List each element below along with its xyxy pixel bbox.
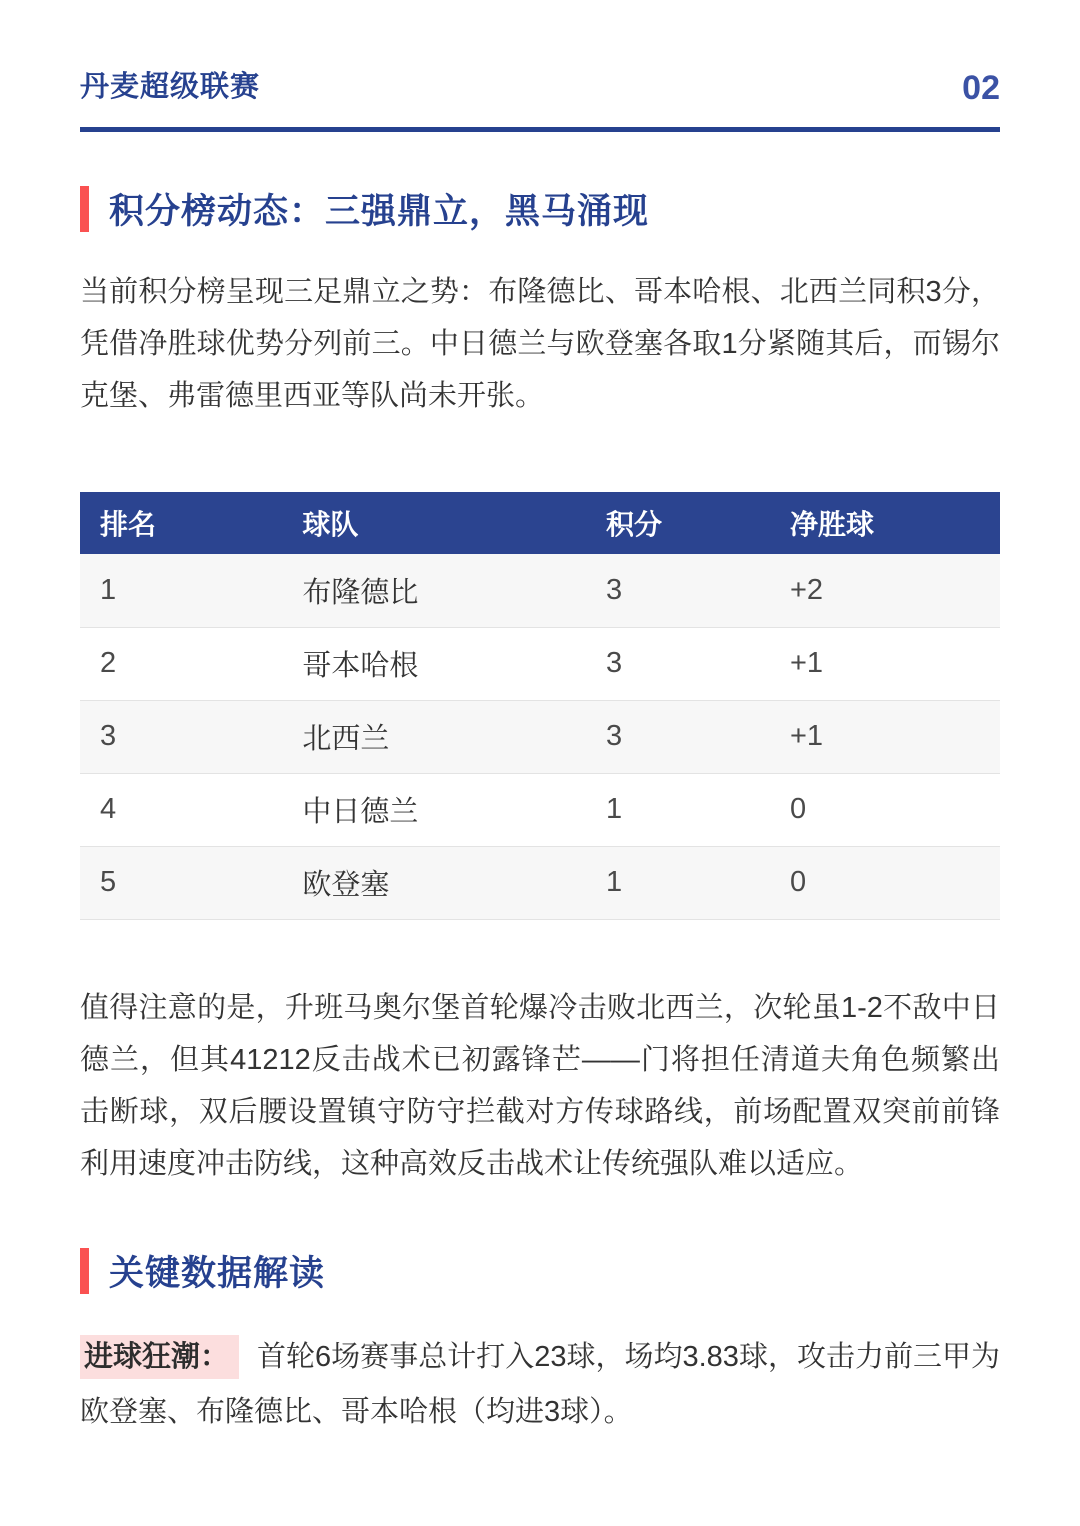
table-row xyxy=(80,773,1000,846)
table-row xyxy=(80,846,1000,919)
cell-goal-diff: +2 xyxy=(770,554,1000,627)
table-row xyxy=(80,627,1000,700)
goal-frenzy-label: 进球狂潮： xyxy=(80,1335,239,1379)
analysis-paragraph: 值得注意的是，升班马奥尔堡首轮爆冷击败北西兰，次轮虽1-2不敌中日德兰，但其41212反击战术已初露锋芒——门将担任清道夫角色频繁出击断球，双后腰设置镇守防守拦截对方传球路线，前场配置双突前前锋利用速度冲击防线，这种高效反击战术让传统强队难以适应。 xyxy=(80,991,1000,1180)
cell-goal-diff: 0 xyxy=(770,846,1000,919)
section-title-standings xyxy=(80,184,1000,234)
red-accent-bar xyxy=(80,1248,89,1294)
table-row xyxy=(80,554,1000,627)
header-goal-diff: 净胜球 xyxy=(770,492,1000,554)
cell-team: 北西兰 xyxy=(282,700,586,773)
red-accent-bar xyxy=(80,186,89,232)
section-title-text: 关键数据解读 xyxy=(109,1253,326,1293)
cell-points: 3 xyxy=(586,700,770,773)
page-number: 02 xyxy=(962,69,1000,107)
cell-team: 哥本哈根 xyxy=(282,627,586,700)
table-row xyxy=(80,700,1000,773)
cell-rank: 5 xyxy=(80,846,282,919)
header-team: 球队 xyxy=(282,492,586,554)
goal-frenzy-text: 首轮6场赛事总计打入23球，场均3.83球，攻击力前三甲为欧登塞、布隆德比、哥本哈根（均进3球）。 xyxy=(80,1340,1000,1428)
cell-points: 1 xyxy=(586,773,770,846)
cell-points: 3 xyxy=(586,627,770,700)
header-points: 积分 xyxy=(586,492,770,554)
cell-rank: 2 xyxy=(80,627,282,700)
cell-rank: 1 xyxy=(80,554,282,627)
cell-team: 中日德兰 xyxy=(282,773,586,846)
standings-intro-paragraph: 当前积分榜呈现三足鼎立之势：布隆德比、哥本哈根、北西兰同积3分，凭借净胜球优势分列前三。中日德兰与欧登塞各取1分紧随其后，而锡尔克堡、弗雷德里西亚等队尚未开张。 xyxy=(80,276,1000,412)
cell-points: 1 xyxy=(586,846,770,919)
doc-header xyxy=(80,64,1000,132)
section-title-key-data xyxy=(80,1246,1000,1296)
standings-table-body xyxy=(80,554,1000,919)
goal-frenzy-paragraph xyxy=(80,1330,1000,1440)
cell-team: 欧登塞 xyxy=(282,846,586,919)
standings-table xyxy=(80,492,1000,920)
cell-team: 布隆德比 xyxy=(282,554,586,627)
header-rank: 排名 xyxy=(80,492,282,554)
cell-goal-diff: +1 xyxy=(770,627,1000,700)
standings-table-header xyxy=(80,492,1000,554)
cell-goal-diff: 0 xyxy=(770,773,1000,846)
cell-points: 3 xyxy=(586,554,770,627)
section-title-text: 积分榜动态：三强鼎立，黑马涌现 xyxy=(109,192,650,231)
cell-rank: 4 xyxy=(80,773,282,846)
cell-rank: 3 xyxy=(80,700,282,773)
cell-goal-diff: +1 xyxy=(770,700,1000,773)
league-title: 丹麦超级联赛 xyxy=(80,71,261,103)
